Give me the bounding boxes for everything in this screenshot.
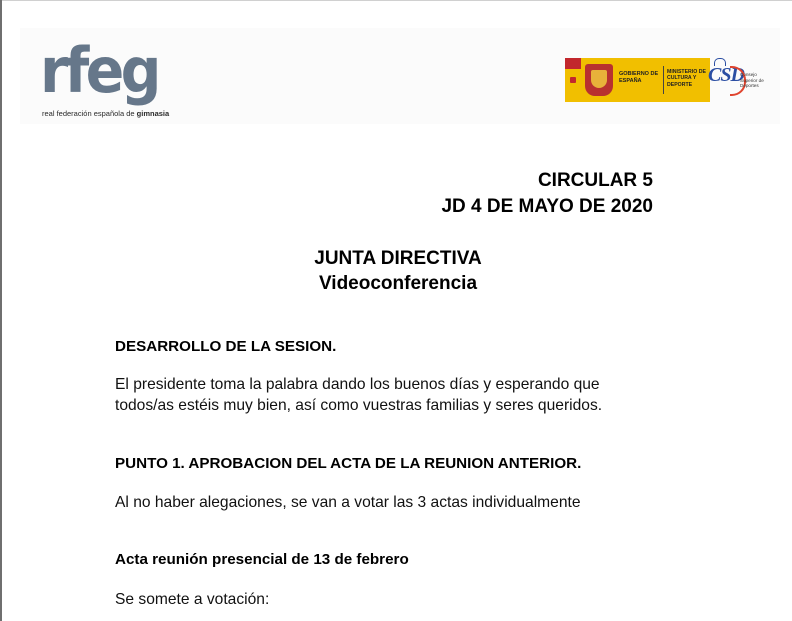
coat-of-arms-icon [585,64,613,96]
rfeg-tagline-prefix: real federación española de [42,109,137,118]
spain-flag-strip [565,58,581,102]
gobierno-ministerio-logo [565,58,710,102]
document-title: JUNTA DIRECTIVA [314,248,482,269]
rfeg-tagline-bold: gimnasia [136,109,170,118]
ministerio-panel [581,58,710,102]
section-heading-punto1: PUNTO 1. APROBACION DEL ACTA DE LA REUNION ANTERIOR. [115,455,582,472]
rfeg-tagline [42,109,169,118]
rfeg-logo [40,36,190,126]
gov-divider [663,66,664,94]
paragraph-line: El presidente toma la palabra dando los buenos días y esperando que [115,376,600,393]
page-top-edge [0,0,792,1]
paragraph-line: todos/as estéis muy bien, así como vuestras familias y seres queridos. [115,397,603,414]
csd-wordmark: CSD [708,64,744,86]
paragraph-line: Al no haber alegaciones, se van a votar las 3 actas individualmente [115,494,581,511]
gobierno-text: GOBIERNO DE ESPAÑA [619,71,659,84]
page-left-edge [0,0,2,621]
circular-number: CIRCULAR 5 [537,170,653,191]
rfeg-logo-wordmark: rfeg [40,34,158,107]
section-heading-acta: Acta reunión presencial de 13 de febrero [115,551,409,568]
csd-subtext: Consejo Superior de Deportes [740,72,764,89]
ministerio-text: MINISTERIO DE CULTURA Y DEPORTE [667,69,706,88]
document-subtitle: Videoconferencia [318,273,478,294]
paragraph-line: Se somete a votación: [115,591,270,608]
meeting-date: JD 4 DE MAYO DE 2020 [441,196,653,217]
section-heading-desarrollo: DESARROLLO DE LA SESION. [115,338,337,355]
csd-logo [708,58,768,102]
